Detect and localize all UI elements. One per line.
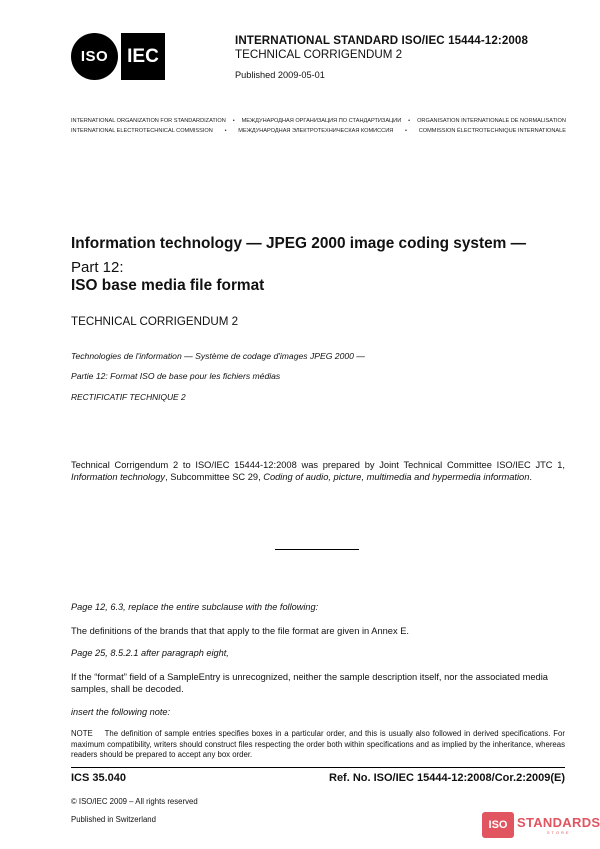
note-label: NOTE [71, 729, 93, 738]
standard-header [235, 34, 528, 80]
intro-paragraph [71, 459, 565, 483]
instruction-3: insert the following note: [71, 707, 171, 717]
intro-text: . [529, 472, 532, 482]
org-separator: • [224, 128, 227, 134]
note-text: The definition of sample entries specifies boxes in a particular order, and this is usually also followed in derived specifications. For maximum compatibility, writers should construct files respecting the order both within specifications and as implied by the inheritance, whereas readers should be prepared to accept any box order. [71, 729, 565, 760]
org-name: МЕЖДУНАРОДНАЯ ОРГАНИЗАЦИЯ ПО СТАНДАРТИЗАЦИИ [241, 118, 402, 124]
standard-number: INTERNATIONAL STANDARD ISO/IEC 15444-12:2008 [235, 34, 529, 47]
french-part-title: Partie 12: Format ISO de base pour les fichiers médias [71, 371, 281, 381]
org-name: ORGANISATION INTERNATIONALE DE NORMALISATION [417, 118, 566, 124]
org-name: INTERNATIONAL ELECTROTECHNICAL COMMISSION [71, 128, 213, 134]
organization-names [71, 116, 566, 136]
org-separator: • [408, 118, 411, 124]
copyright-notice: © ISO/IEC 2009 – All rights reserved [71, 797, 198, 806]
iso-logo-text: ISO [80, 48, 109, 65]
watermark-badge [482, 812, 514, 838]
iec-logo-text: IEC [127, 45, 159, 67]
replacement-text: The definitions of the brands that that apply to the file format are given in Annex E. [71, 626, 409, 636]
org-name: МЕЖДУНАРОДНАЯ ЭЛЕКТРОТЕХНИЧЕСКАЯ КОМИССИЯ [238, 128, 394, 134]
watermark-text [517, 815, 600, 835]
intro-subcommittee-title: Coding of audio, picture, multimedia and hypermedia information [263, 472, 530, 482]
instruction-2: Page 25, 8.5.2.1 after paragraph eight, [71, 648, 229, 658]
org-separator: • [405, 128, 407, 134]
quoted-paragraph: If the “format” field of a SampleEntry is unrecognized, neither the sample description itself, nor the associated media samples, shall be decoded. [71, 672, 548, 694]
logo-group [71, 33, 165, 80]
org-name: INTERNATIONAL ORGANIZATION FOR STANDARDIZATION [71, 118, 226, 124]
french-corrigendum: RECTIFICATIF TECHNIQUE 2 [71, 392, 186, 402]
footer-rule [71, 767, 565, 768]
intro-text: Technical Corrigendum 2 to ISO/IEC 15444-12:2008 was prepared by Joint Technical Committee ISO/IEC JTC 1, [71, 460, 565, 470]
intro-text: , Subcommittee SC 29, [165, 472, 264, 482]
part-title: ISO base media file format [71, 277, 265, 294]
watermark-badge-text: ISO [488, 819, 508, 831]
org-separator: • [232, 118, 235, 124]
corrigendum-heading: TECHNICAL CORRIGENDUM 2 [71, 315, 239, 328]
watermark-subword: STORE [546, 830, 571, 835]
section-divider [275, 549, 359, 550]
standards-store-watermark [482, 812, 600, 838]
french-title: Technologies de l'information — Système de codage d'images JPEG 2000 — [71, 351, 365, 361]
published-location: Published in Switzerland [71, 815, 156, 824]
ics-code: ICS 35.040 [71, 772, 127, 784]
note-paragraph [71, 729, 565, 761]
organization-row-1 [71, 116, 566, 126]
part-number: Part 12: [71, 259, 124, 276]
watermark-word: STANDARDS [517, 815, 600, 830]
organization-row-2 [71, 126, 566, 136]
reference-number: Ref. No. ISO/IEC 15444-12:2008/Cor.2:2009(E) [329, 772, 565, 784]
published-date: Published 2009-05-01 [235, 70, 325, 80]
iec-logo [121, 33, 165, 80]
instruction-1: Page 12, 6.3, replace the entire subclause with the following: [71, 602, 319, 612]
intro-committee-title: Information technology [71, 472, 166, 482]
iso-logo [71, 33, 118, 80]
document-title: Information technology — JPEG 2000 image coding system — [71, 235, 526, 252]
corrigendum-label: TECHNICAL CORRIGENDUM 2 [235, 48, 403, 61]
org-name: COMMISSION ÉLECTROTECHNIQUE INTERNATIONALE [418, 128, 566, 134]
